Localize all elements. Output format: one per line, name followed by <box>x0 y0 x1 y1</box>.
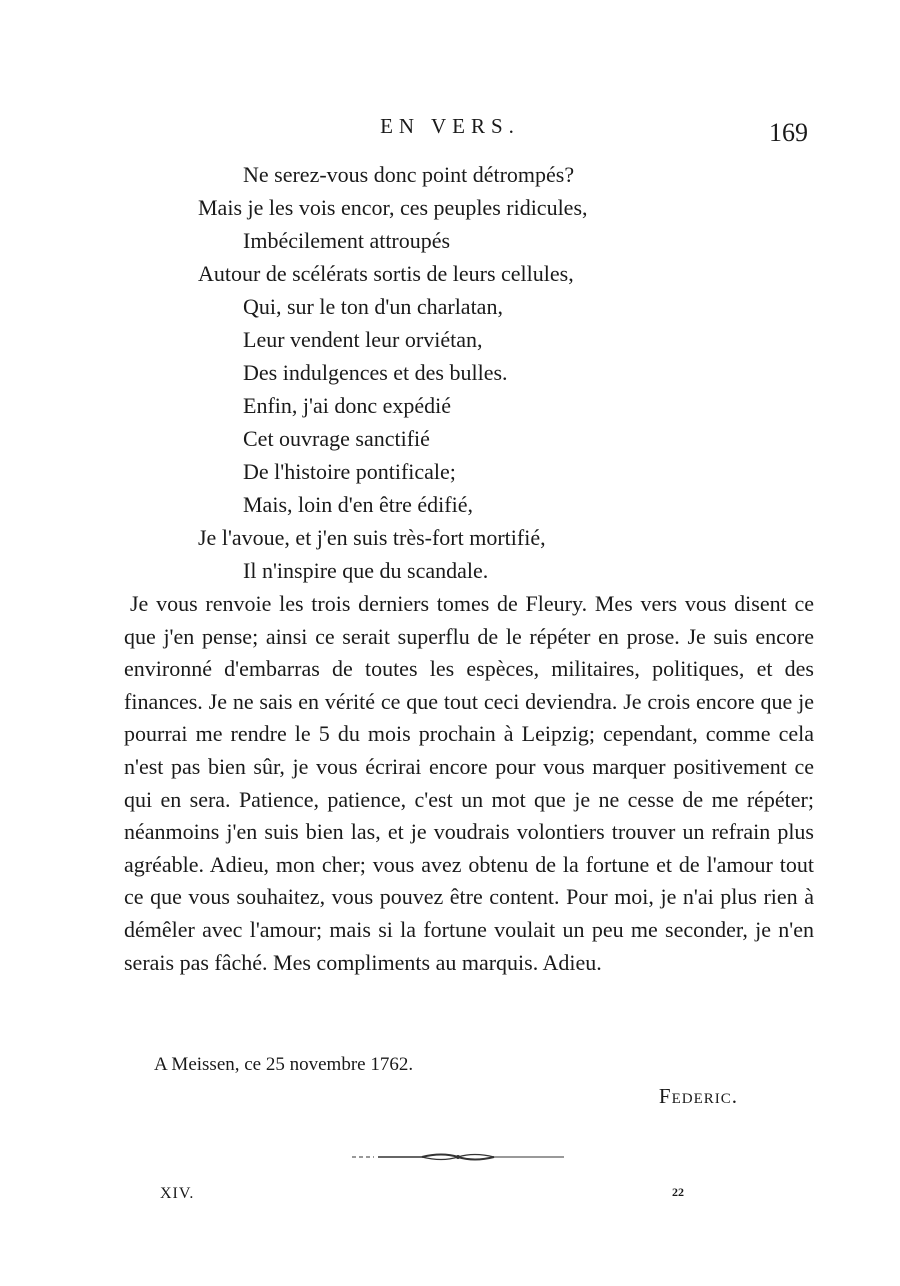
verse-line: Il n'inspire que du scandale. <box>243 558 489 583</box>
letter-body: Je vous renvoie les trois derniers tomes de Fleury. Mes vers vous disent ce que j'en pense; ainsi ce serait superflu de le répéter en prose. Je suis encore environné d'embarras de toutes les espèces, militaires, politiques, et des finances. Je ne sais en vérité ce que tout ceci deviendra. Je crois encore que je pourrai me rendre le 5 du mois prochain à Leipzig; cependant, comme cela n'est pas bien sûr, je vous écrirai encore pour vous marquer positivement ce qui en sera. Patience, patience, c'est un mot que je ne cesse de me répéter; néanmoins j'en suis bien las, et je voudrais volontiers trouver un refrain plus agréable. Adieu, mon cher; vous avez obtenu de la fortune et de l'amour tout ce que vous souhaitez, vous pouvez être content. Pour moi, je n'ai plus rien à démêler avec l'amour; mais si la fortune voulait un peu me seconder, je n'en serais pas fâché. Mes compliments au marquis. Adieu. <box>124 591 814 975</box>
ornament-divider-icon <box>352 1150 564 1164</box>
signature: Federic. <box>658 1084 738 1108</box>
verse-line: Mais, loin d'en être édifié, <box>243 492 474 517</box>
signature-mark: 22 <box>672 1185 684 1199</box>
verse-line: Imbécilement attroupés <box>243 228 451 253</box>
dateline: A Meissen, ce 25 novembre 1762. <box>154 1054 414 1075</box>
verse-line: Enfin, j'ai donc expédié <box>243 393 452 418</box>
verse-line: Autour de scélérats sortis de leurs cellules, <box>198 261 574 286</box>
volume-mark: XIV. <box>160 1185 195 1202</box>
verse-line: De l'histoire pontificale; <box>243 459 456 484</box>
verse-line: Des indulgences et des bulles. <box>243 360 508 385</box>
verse-line: Leur vendent leur orviétan, <box>243 327 483 352</box>
running-head: EN VERS. <box>380 114 520 138</box>
verse-line: Mais je les vois encor, ces peuples ridicules, <box>198 195 588 220</box>
verse-line: Je l'avoue, et j'en suis très-fort mortifié, <box>198 525 546 550</box>
verse-line: Qui, sur le ton d'un charlatan, <box>243 294 503 319</box>
page-number: 169 <box>769 118 808 147</box>
verse-line: Ne serez-vous donc point détrompés? <box>243 162 575 187</box>
verse-line: Cet ouvrage sanctifié <box>243 426 430 451</box>
